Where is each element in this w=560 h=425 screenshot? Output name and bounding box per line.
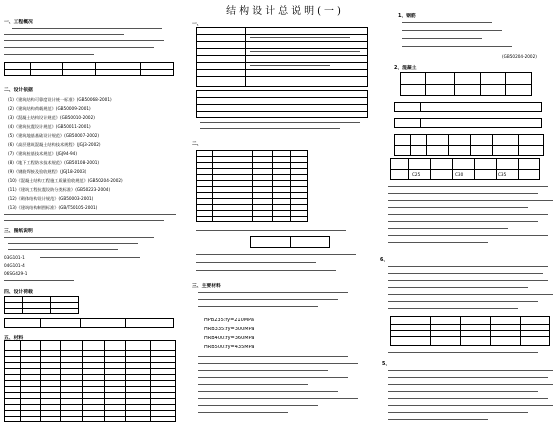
steel-grade: HRB335:fy=300MPa <box>204 327 255 332</box>
load-table <box>4 296 79 314</box>
site-info-table <box>196 27 368 87</box>
sheet-title: 结构设计总说明(一) <box>226 6 344 17</box>
code-line: (6)《高层建筑混凝土结构技术规程》(JGJ3-2002) <box>8 142 101 147</box>
standard-atlas: 06SG429-1 <box>4 271 28 276</box>
standard-atlas: 04G101-4 <box>4 263 25 268</box>
grade-label: C30 <box>455 172 464 177</box>
section-heading: 二、设计依据 <box>4 88 33 93</box>
steel-grade: HRB500:fy=435MPa <box>204 345 255 350</box>
code-line: (8)《地下工程防水技术规范》(GB50108-2001) <box>8 160 100 165</box>
code-line: (1)《建筑结构可靠度设计统一标准》(GB50068-2001) <box>8 97 112 102</box>
code-line: (5)《建筑地基基础设计规范》(GB50007-2002) <box>8 133 100 138</box>
code-line: (10)《混凝土结构工程施工质量验收规范》(GB50204-2002) <box>8 178 123 183</box>
code-line: (12)《砌体结构设计规范》(GB50003-2001) <box>8 196 94 201</box>
section-heading: 5、 <box>382 362 391 367</box>
steel-grade: HRB400:fy=360MPa <box>204 336 255 341</box>
code-line: (11)《建筑工程抗震设防分类标准》(GB50223-2004) <box>8 187 111 192</box>
right-column <box>380 0 558 425</box>
section-heading: 1、钢筋 <box>398 14 416 19</box>
grade-label: C35 <box>498 172 507 177</box>
middle-column <box>190 0 368 425</box>
code-line: (9)《钢筋焊接及验收规程》(JGJ18-2003) <box>8 169 87 174</box>
code-line: (7)《建筑桩基技术规范》(JGJ94-94) <box>8 151 77 156</box>
section-heading: 一、 <box>192 22 202 27</box>
left-column <box>0 0 178 425</box>
grade-label: C25 <box>412 172 421 177</box>
standard-atlas: 03G101-1 <box>4 255 25 260</box>
section-heading: 6、 <box>380 258 389 263</box>
code-line: (3)《混凝土结构设计规范》(GB50010-2002) <box>8 115 95 120</box>
section-heading: 五、材料 <box>4 336 24 341</box>
section-heading: 三、图纸说明 <box>4 229 33 234</box>
section-heading: 四、设计荷载 <box>4 290 33 295</box>
code-line: (2)《建筑结构荷载规范》(GB50009-2001) <box>8 106 91 111</box>
code-line: (13)《建筑结构制图标准》(GB/T50105-2001) <box>8 205 98 210</box>
section-heading: 二、 <box>192 142 202 147</box>
lap-length-table <box>390 316 550 346</box>
section-heading: 三、主要材料 <box>192 284 221 289</box>
standard-note: (GB50204-2002) <box>502 54 537 59</box>
section-heading: 2、混凝土 <box>394 66 417 71</box>
code-line: (4)《建筑抗震设计规范》(GB50011-2001) <box>8 124 91 129</box>
section-heading: 一、工程概况 <box>4 20 33 25</box>
steel-grade: HPB235:fy=210MPa <box>204 318 254 323</box>
